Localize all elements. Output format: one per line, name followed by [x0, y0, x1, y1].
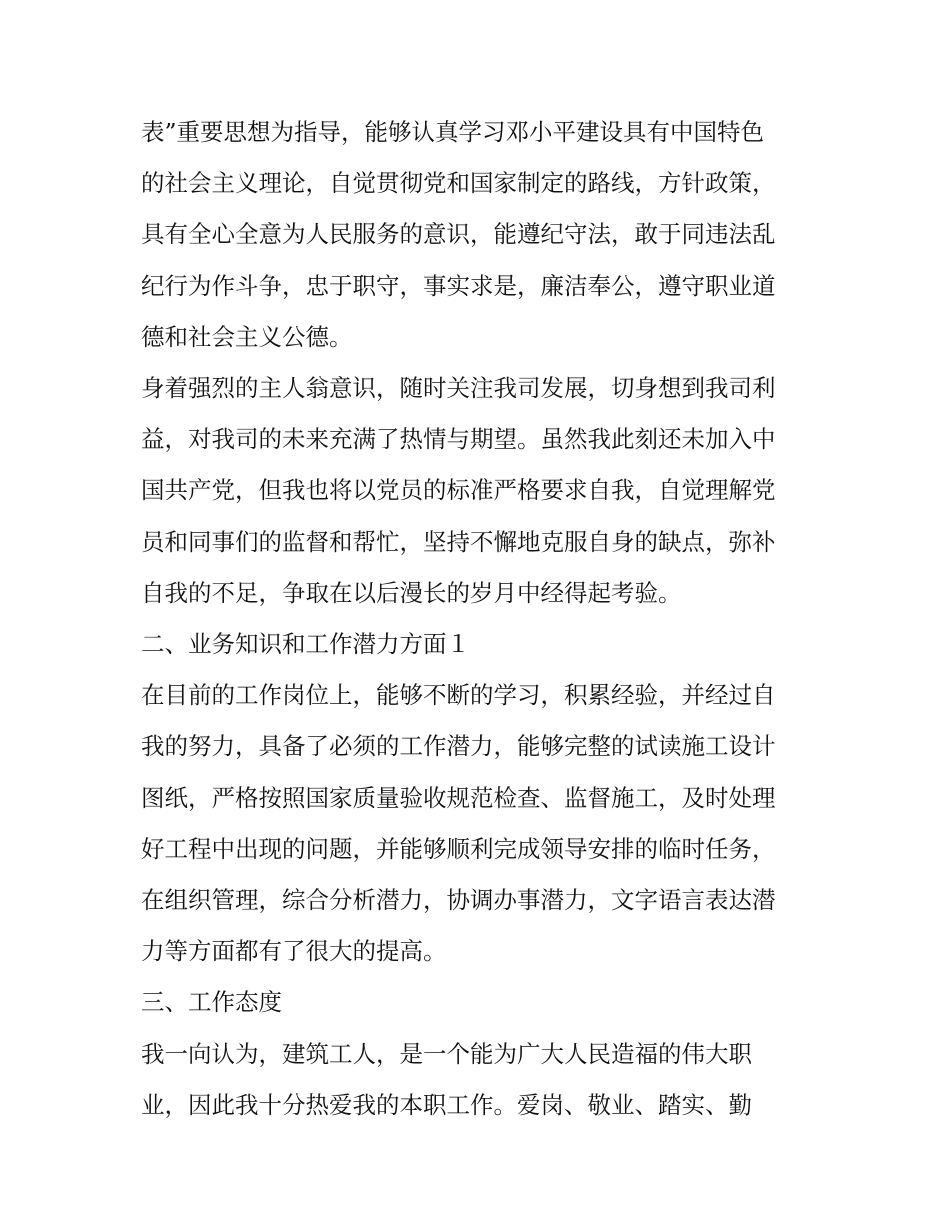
- text-line: 在目前的工作岗位上，能够不断的学习，积累经验，并经过自: [141, 681, 776, 710]
- text-line: 益，对我司的未来充满了热情与期望。虽然我此刻还未加入中: [141, 425, 776, 454]
- text-line: 德和社会主义公德。: [141, 322, 353, 351]
- text-line: 国共产党，但我也将以党员的标准严格要求自我，自觉理解党: [141, 476, 776, 505]
- text-line: 我的努力，具备了必须的工作潜力，能够完整的试读施工设计: [141, 732, 776, 761]
- text-line: 好工程中出现的问题，并能够顺利完成领导安排的临时任务，: [141, 834, 776, 863]
- document-body: [141, 107, 813, 1131]
- text-line: 我一向认为，建筑工人，是一个能为广大人民造福的伟大职: [141, 1039, 752, 1068]
- text-line: 纪行为作斗争，忠于职守，事实求是，廉洁奉公，遵守职业道: [141, 271, 776, 300]
- section-heading: 二、业务知识和工作潜力方面１: [141, 630, 470, 659]
- text-line: 的社会主义理论，自觉贯彻党和国家制定的路线，方针政策，: [141, 169, 776, 198]
- text-line: 自我的不足，争取在以后漫长的岁月中经得起考验。: [141, 578, 682, 607]
- text-line: 具有全心全意为人民服务的意识，能遵纪守法，敢于同违法乱: [141, 220, 776, 249]
- text-line: 员和同事们的监督和帮忙，坚持不懈地克服自身的缺点，弥补: [141, 527, 776, 556]
- text-line: 身着强烈的主人翁意识，随时关注我司发展，切身想到我司利: [141, 374, 776, 403]
- text-line: 力等方面都有了很大的提高。: [141, 937, 447, 966]
- text-line: 图纸，严格按照国家质量验收规范检查、监督施工，及时处理: [141, 783, 776, 812]
- text-line: 业，因此我十分热爱我的本职工作。爱岗、敬业、踏实、勤: [141, 1090, 752, 1119]
- text-line: 在组织管理，综合分析潜力，协调办事潜力，文字语言表达潜: [141, 886, 776, 915]
- text-line: 表”重要思想为指导，能够认真学习邓小平建设具有中国特色: [141, 118, 765, 146]
- section-heading: 三、工作态度: [141, 988, 282, 1017]
